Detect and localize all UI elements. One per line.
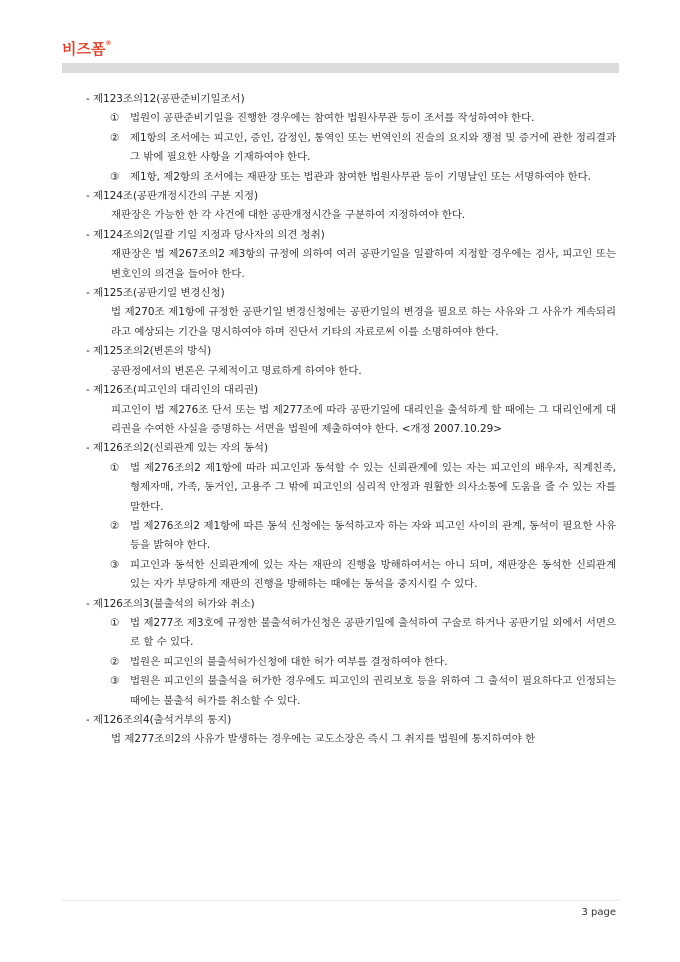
document-body — [86, 90, 616, 750]
article-body: 법 제270조 제1항에 규정한 공판기일 변경신청에는 공판기일의 변경을 필요로 하는 사유와 그 사유가 계속되리라고 예상되는 기간을 명시하여야 하며 진단서 기타의 자료로써 이를 소명하여야 한다. — [111, 306, 616, 338]
article-heading: - 제125조(공판기일 변경신청) — [86, 287, 225, 300]
clause-text: 피고인과 동석한 신뢰관계에 있는 자는 재판의 진행을 방해하여서는 아니 되며, 재판장은 동석한 신뢰관계 있는 자가 부당하게 재판의 진행을 방해하는 때에는 동석을 중지시킬 수 있다. — [130, 558, 616, 591]
clause-item — [86, 614, 616, 653]
clause-number: ① — [110, 616, 120, 629]
clause-item — [86, 556, 616, 595]
article-body: 피고인이 법 제276조 단서 또는 법 제277조에 따라 공판기일에 대리인을 출석하게 할 때에는 그 대리인에게 대리권을 수여한 사실을 증명하는 서면을 법원에 제출하여야 한다. <개정 2007.10.29> — [111, 403, 616, 435]
clause-number: ② — [110, 655, 120, 668]
clause-item — [86, 517, 616, 556]
article-heading: - 제126조(피고인의 대리인의 대리권) — [86, 384, 259, 397]
article-heading: - 제124조의2(일괄 기일 지정과 당사자의 의견 청취) — [86, 228, 325, 241]
clause-number: ③ — [110, 675, 120, 688]
clause-text: 법 제276조의2 제1항에 따른 동석 신청에는 동석하고자 하는 자와 피고인 사이의 관계, 동석이 필요한 사유 등을 밝혀야 한다. — [130, 519, 616, 552]
article-body: 재판장은 가능한 한 각 사건에 대한 공판개정시간을 구분하여 지정하여야 한다. — [111, 209, 466, 222]
article-heading: - 제126조의4(출석거부의 통지) — [86, 714, 232, 726]
registered-mark: ® — [105, 40, 112, 47]
clause-text: 법원이 공판준비기일을 진행한 경우에는 참여한 법원사무관 등이 조서를 작성하여야 한다. — [130, 112, 535, 125]
article-heading: - 제125조의2(변론의 방식) — [86, 345, 212, 358]
clause-text: 법원은 피고인의 불출석을 허가한 경우에도 피고인의 권리보호 등을 위하여 그 출석이 필요하다고 인정되는 때에는 불출석 허가를 취소할 수 있다. — [130, 675, 616, 707]
clause-number: ② — [110, 519, 120, 532]
clause-text: 법 제277조 제3호에 규정한 불출석허가신청은 공판기일에 출석하여 구술로 하거나 공판기일 외에서 서면으로 할 수 있다. — [130, 616, 616, 649]
header-bar — [62, 63, 619, 73]
clause-item — [86, 168, 616, 187]
clause-item — [86, 653, 616, 672]
clause-number: ② — [110, 131, 120, 144]
clause-item — [86, 459, 616, 517]
clause-number: ① — [110, 112, 120, 125]
clause-text: 제1항, 제2항의 조서에는 재판장 또는 법관과 참여한 법원사무관 등이 기명날인 또는 서명하여야 한다. — [130, 170, 591, 183]
article-body: 공판정에서의 변론은 구체적이고 명료하게 하여야 한다. — [111, 364, 362, 377]
bizform-logo — [62, 38, 111, 59]
clause-text: 제1항의 조서에는 피고인, 증인, 감정인, 통역인 또는 번역인의 진술의 요지와 쟁점 및 증거에 관한 정리결과 그 밖에 필요한 사항을 기재하여야 한다. — [130, 131, 616, 164]
logo-text: 비즈폼 — [62, 40, 106, 58]
page-number: 3 page — [581, 907, 616, 918]
footer-divider — [62, 900, 619, 901]
article-heading: - 제123조의12(공판준비기일조서) — [86, 93, 245, 105]
article-heading: - 제126조의2(신뢰관계 있는 자의 동석) — [86, 442, 268, 455]
article-body: 재판장은 법 제267조의2 제3항의 규정에 의하여 여러 공판기일을 일괄하여 지정할 경우에는 검사, 피고인 또는 변호인의 의견을 들어야 한다. — [111, 248, 616, 280]
clause-number: ③ — [110, 170, 120, 183]
clause-number: ① — [110, 461, 120, 474]
article-heading: - 제126조의3(불출석의 허가와 취소) — [86, 597, 255, 610]
clause-text: 법원은 피고인의 불출석허가신청에 대한 허가 여부를 결정하여야 한다. — [130, 655, 448, 668]
article-heading: - 제124조(공판개정시간의 구분 지정) — [86, 190, 259, 203]
article-body: 법 제277조의2의 사유가 발생하는 경우에는 교도소장은 즉시 그 취지를 법원에 통지하여야 한 — [111, 733, 536, 746]
clause-item — [86, 672, 616, 711]
clause-number: ③ — [110, 558, 120, 571]
clause-text: 법 제276조의2 제1항에 따라 피고인과 동석할 수 있는 신뢰관계에 있는 자는 피고인의 배우자, 직계친족, 형제자매, 가족, 동거인, 고용주 그 밖에 피고인의 심리적 안정과 원활한 의사소통에 도움을 줄 수 있는 자를 말한다. — [130, 461, 616, 513]
clause-item — [86, 129, 616, 168]
clause-item — [86, 109, 616, 128]
